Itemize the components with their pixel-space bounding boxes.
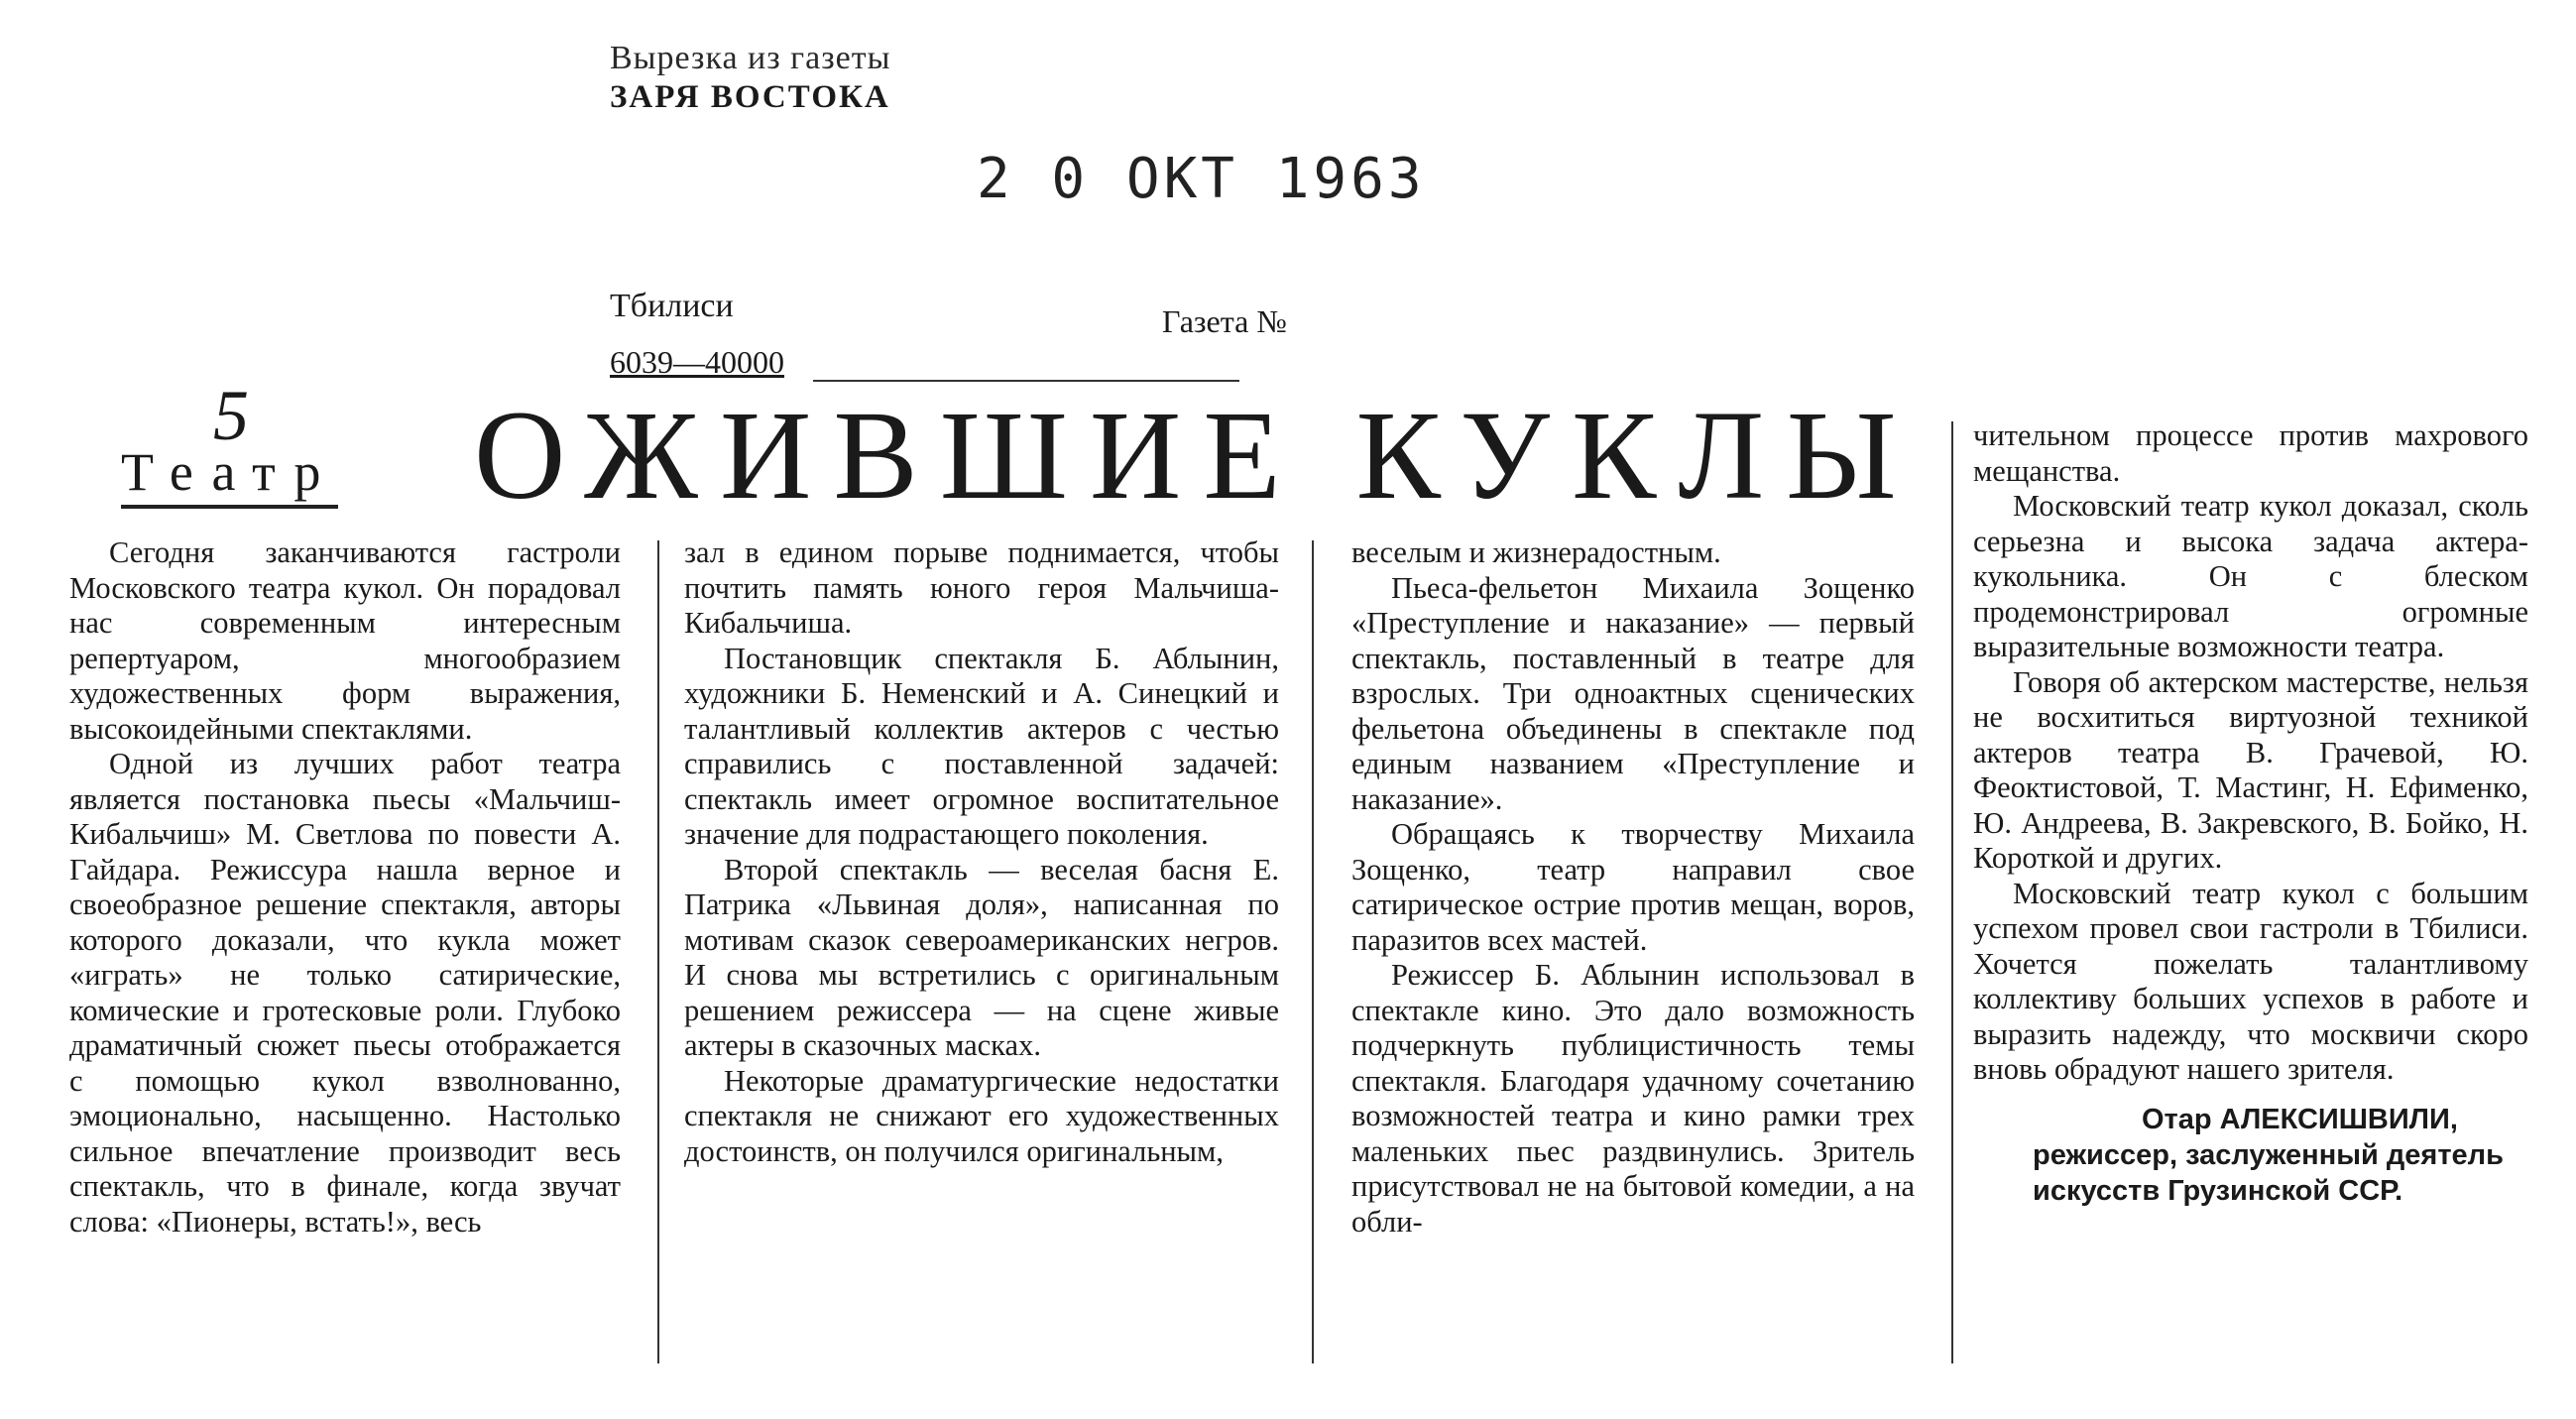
city: Тбилиси	[610, 288, 734, 324]
paragraph: Сегодня заканчиваются гастроли Московского театра кукол. Он порадовал нас современным интересным репертуаром, многообразием художественных форм выражения, высокоидейными спектаклями.	[69, 535, 621, 746]
article-column-3	[1351, 535, 1915, 1240]
clipping-code: 6039—40000	[610, 344, 784, 380]
column-divider	[1951, 421, 1953, 1363]
paragraph: веселым и жизнерадостным.	[1351, 535, 1721, 569]
author-signature	[1973, 1102, 2528, 1209]
paragraph: Пьеса-фельетон Михаила Зощенко «Преступление и наказание» — первый спектакль, поставленный в театре для взрослых. Три одноактных сценических фельетона объединены в спектакле под единым названием «Преступление и наказание».	[1351, 570, 1915, 816]
paragraph: Второй спектакль — веселая басня Е. Патрика «Львиная доля», написанная по мотивам сказок североамериканских негров. И снова мы встретились с оригинальным решением режиссера — на сцене живые актеры в сказочных масках.	[684, 852, 1279, 1062]
date-stamp: 2 0 ОКТ 1963	[977, 147, 1426, 211]
code-rule	[813, 380, 1239, 382]
handwritten-mark: 5	[213, 376, 249, 455]
author-name: Отар АЛЕКСИШВИЛИ,	[2142, 1103, 2458, 1135]
paragraph: Режиссер Б. Аблынин использовал в спектакле кино. Это дало возможность подчеркнуть публицистичность темы спектакля. Благодаря удачному сочетанию возможностей театра и кино рамки трех маленьких пьес раздвинулись. Зритель присутствовал не на бытовой комедии, а на обли-	[1351, 958, 1915, 1239]
article-title: ОЖИВШИЕ КУКЛЫ	[474, 385, 1919, 526]
paragraph: Обращаясь к творчеству Михаила Зощенко, театр направил свое сатирическое острие против мещан, воров, паразитов всех мастей.	[1351, 817, 1915, 957]
newspaper-name: ЗАРЯ ВОСТОКА	[610, 79, 890, 115]
paragraph: Московский театр кукол доказал, сколь серьезна и высока задача актера-кукольника. Он с блеском продемонстрировал огромные выразительные возможности театра.	[1973, 489, 2528, 663]
column-divider	[1312, 540, 1314, 1363]
paragraph: чительном процессе против махрового мещанства.	[1973, 418, 2528, 488]
article-column-4	[1973, 418, 2528, 1209]
paragraph: зал в едином порыве поднимается, чтобы почтить память юного героя Мальчиша-Кибальчиша.	[684, 535, 1279, 640]
paragraph: Московский театр кукол с большим успехом провел свои гастроли в Тбилиси. Хочется пожелать талантливому коллективу больших успехов в работе и выразить надежду, что москвичи скоро вновь обрадуют нашего зрителя.	[1973, 876, 2528, 1086]
clipping-label: Вырезка из газеты	[610, 40, 891, 76]
gazeta-number-label: Газета №	[1162, 303, 1287, 339]
paragraph: Одной из лучших работ театра является постановка пьесы «Мальчиш-Кибальчиш» М. Светлова по повести А. Гайдара. Режиссура нашла верное и своеобразное решение спектакля, авторы которого доказали, что кукла может «играть» не только сатирические, комические и гротесковые роли. Глубоко драматичный сюжет пьесы отображается с помощью кукол взволнованно, эмоционально, насыщенно. Настолько сильное впечатление производит весь спектакль, что в финале, когда звучат слова: «Пионеры, встать!», весь	[69, 747, 621, 1239]
article-column-2	[684, 535, 1279, 1169]
author-title: режиссер, заслуженный деятель искусств Грузинской ССР.	[2033, 1138, 2504, 1207]
column-divider	[657, 540, 659, 1363]
paragraph: Говоря об актерском мастерстве, нельзя не восхититься виртуозной техникой актеров театра В. Грачевой, Ю. Феоктистовой, Т. Мастинг, Н. Ефименко, Ю. Андреева, В. Закревского, В. Бойко, Н. Короткой и других.	[1973, 664, 2528, 875]
paragraph: Некоторые драматургические недостатки спектакля не снижают его художественных достоинств, он получился оригинальным,	[684, 1063, 1279, 1168]
rubric: Театр	[121, 441, 338, 509]
paragraph: Постановщик спектакля Б. Аблынин, художники Б. Неменский и А. Синецкий и талантливый коллектив актеров с честью справились с поставленной задачей: спектакль имеет огромное воспитательное значение для подрастающего поколения.	[684, 641, 1279, 851]
article-column-1	[69, 535, 621, 1240]
clipping-stamp	[610, 40, 1403, 116]
